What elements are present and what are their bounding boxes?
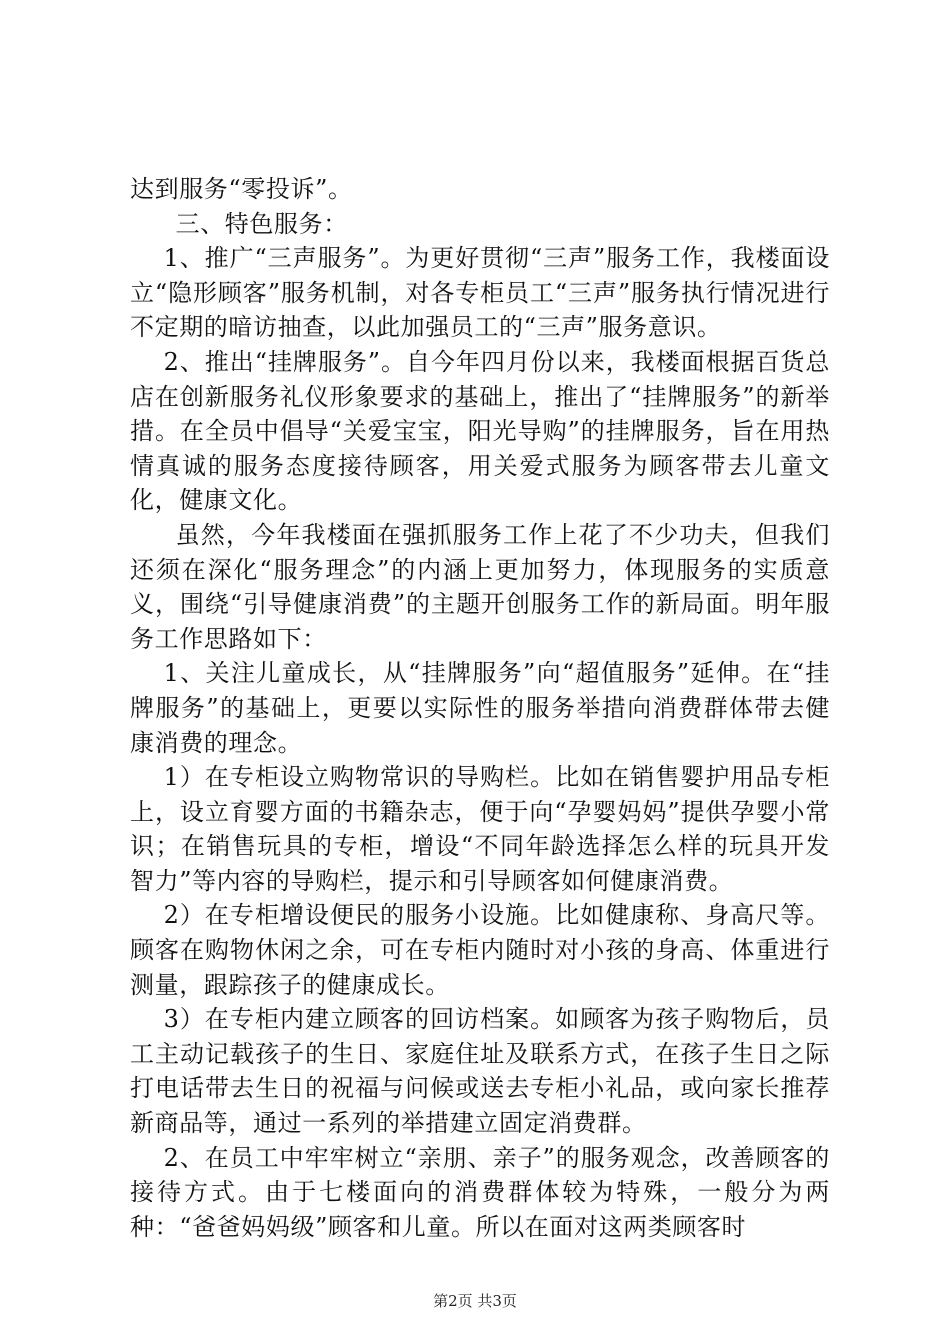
- paragraph: 2）在专柜增设便民的服务小设施。比如健康称、身高尺等。顾客在购物休闲之余，可在专柜内随时对小孩的身高、体重进行测量，跟踪孩子的健康成长。: [130, 901, 830, 999]
- page-number-footer: 第2页 共3页: [433, 1292, 517, 1310]
- paragraph: 1、关注儿童成长，从“挂牌服务”向“超值服务”延伸。在“挂牌服务”的基础上，更要以实际性的服务举措向消费群体带去健康消费的理念。: [130, 659, 830, 757]
- paragraph: 1）在专柜设立购物常识的导购栏。比如在销售婴护用品专柜上，设立育婴方面的书籍杂志，便于向“孕婴妈妈”提供孕婴小常识；在销售玩具的专柜，增设“不同年龄选择怎么样的玩具开发智力”等内容的导购栏，提示和引导顾客如何健康消费。: [130, 763, 830, 895]
- document-body: [130, 172, 830, 1244]
- paragraph: 2、推出“挂牌服务”。自今年四月份以来，我楼面根据百货总店在创新服务礼仪形象要求的基础上，推出了“挂牌服务”的新举措。在全员中倡导“关爱宝宝，阳光导购”的挂牌服务，旨在用热情真诚的服务态度接待顾客，用关爱式服务为顾客带去儿童文化，健康文化。: [130, 347, 830, 515]
- paragraph: 2、在员工中牢牢树立“亲朋、亲子”的服务观念，改善顾客的接待方式。由于七楼面向的消费群体较为特殊，一般分为两种：“爸爸妈妈级”顾客和儿童。所以在面对这两类顾客时: [130, 1143, 830, 1241]
- paragraph: 1、推广“三声服务”。为更好贯彻“三声”服务工作，我楼面设立“隐形顾客”服务机制，对各专柜员工“三声”服务执行情况进行不定期的暗访抽查，以此加强员工的“三声”服务意识。: [130, 244, 830, 342]
- paragraph: 3）在专柜内建立顾客的回访档案。如顾客为孩子购物后，员工主动记载孩子的生日、家庭住址及联系方式，在孩子生日之际打电话带去生日的祝福与问候或送去专柜小礼品，或向家长推荐新商品等，通过一系列的举措建立固定消费群。: [130, 1005, 830, 1138]
- paragraph: 虽然，今年我楼面在强抓服务工作上花了不少功夫，但我们还须在深化“服务理念”的内涵上更加努力，体现服务的实质意义，围绕“引导健康消费”的主题开创服务工作的新局面。明年服务工作思路如下：: [130, 520, 830, 653]
- paragraph: 达到服务“零投诉”。: [130, 175, 353, 203]
- section-heading: 三、特色服务：: [175, 209, 348, 238]
